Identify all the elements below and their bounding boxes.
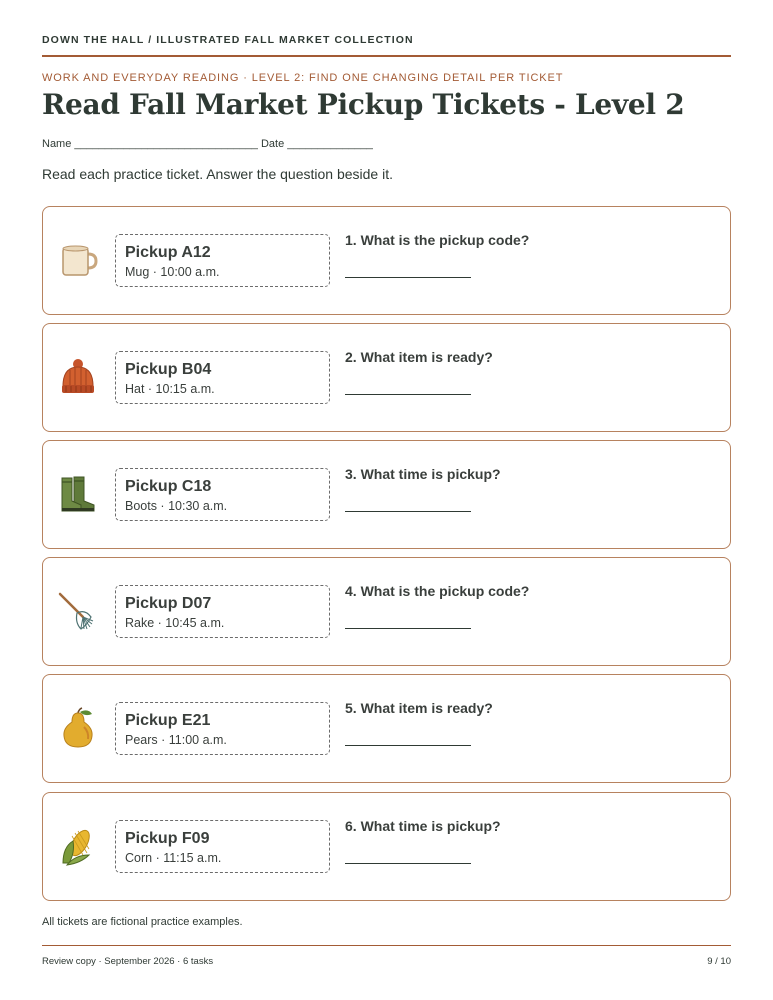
header-rule [42, 55, 731, 57]
mug-icon [57, 239, 99, 281]
pickup-code: Pickup B04 [125, 361, 212, 378]
pickup-code: Pickup D07 [125, 595, 212, 612]
pickup-ticket [115, 351, 330, 404]
question: 2. What item is ready? [345, 349, 493, 365]
question: 5. What item is ready? [345, 700, 493, 716]
boots-icon [57, 473, 99, 515]
name-date-line: Name ______________________________ Date ______________ [42, 138, 373, 150]
question: 4. What is the pickup code? [345, 583, 530, 599]
pickup-ticket [115, 468, 330, 521]
ticket-card-5 [42, 674, 731, 783]
knit-hat-icon [57, 356, 99, 398]
ticket-detail: Pears · 11:00 a.m. [125, 733, 227, 747]
answer-line[interactable] [345, 493, 471, 512]
series-header: DOWN THE HALL / ILLUSTRATED FALL MARKET COLLECTION [42, 34, 414, 46]
ticket-detail: Hat · 10:15 a.m. [125, 382, 215, 396]
instructions: Read each practice ticket. Answer the question beside it. [42, 166, 393, 182]
pickup-ticket [115, 585, 330, 638]
rake-icon [57, 590, 99, 632]
question: 3. What time is pickup? [345, 466, 501, 482]
ticket-card-6 [42, 792, 731, 901]
question: 1. What is the pickup code? [345, 232, 530, 248]
footer-info: Review copy · September 2026 · 6 tasks [42, 956, 214, 967]
ticket-detail: Rake · 10:45 a.m. [125, 616, 225, 630]
footer-rule [42, 945, 731, 946]
ticket-card-3 [42, 440, 731, 549]
answer-line[interactable] [345, 845, 471, 864]
answer-line[interactable] [345, 376, 471, 395]
corn-icon [57, 825, 99, 867]
pickup-ticket [115, 702, 330, 755]
ticket-card-1 [42, 206, 731, 315]
answer-line[interactable] [345, 610, 471, 629]
page-title: Read Fall Market Pickup Tickets - Level 2 [42, 88, 685, 121]
page-number: 9 / 10 [707, 956, 731, 967]
pickup-code: Pickup E21 [125, 712, 211, 729]
answer-line[interactable] [345, 727, 471, 746]
pickup-code: Pickup C18 [125, 478, 212, 495]
ticket-card-2 [42, 323, 731, 432]
pickup-ticket [115, 234, 330, 287]
answer-line[interactable] [345, 259, 471, 278]
ticket-card-4 [42, 557, 731, 666]
pear-icon [57, 707, 99, 749]
pickup-code: Pickup F09 [125, 830, 210, 847]
footnote: All tickets are fictional practice examples. [42, 916, 243, 928]
level-eyebrow: WORK AND EVERYDAY READING · LEVEL 2: FIND ONE CHANGING DETAIL PER TICKET [42, 72, 564, 84]
ticket-detail: Mug · 10:00 a.m. [125, 265, 220, 279]
question: 6. What time is pickup? [345, 818, 501, 834]
ticket-detail: Boots · 10:30 a.m. [125, 499, 228, 513]
pickup-ticket [115, 820, 330, 873]
ticket-detail: Corn · 11:15 a.m. [125, 851, 222, 865]
pickup-code: Pickup A12 [125, 244, 211, 261]
